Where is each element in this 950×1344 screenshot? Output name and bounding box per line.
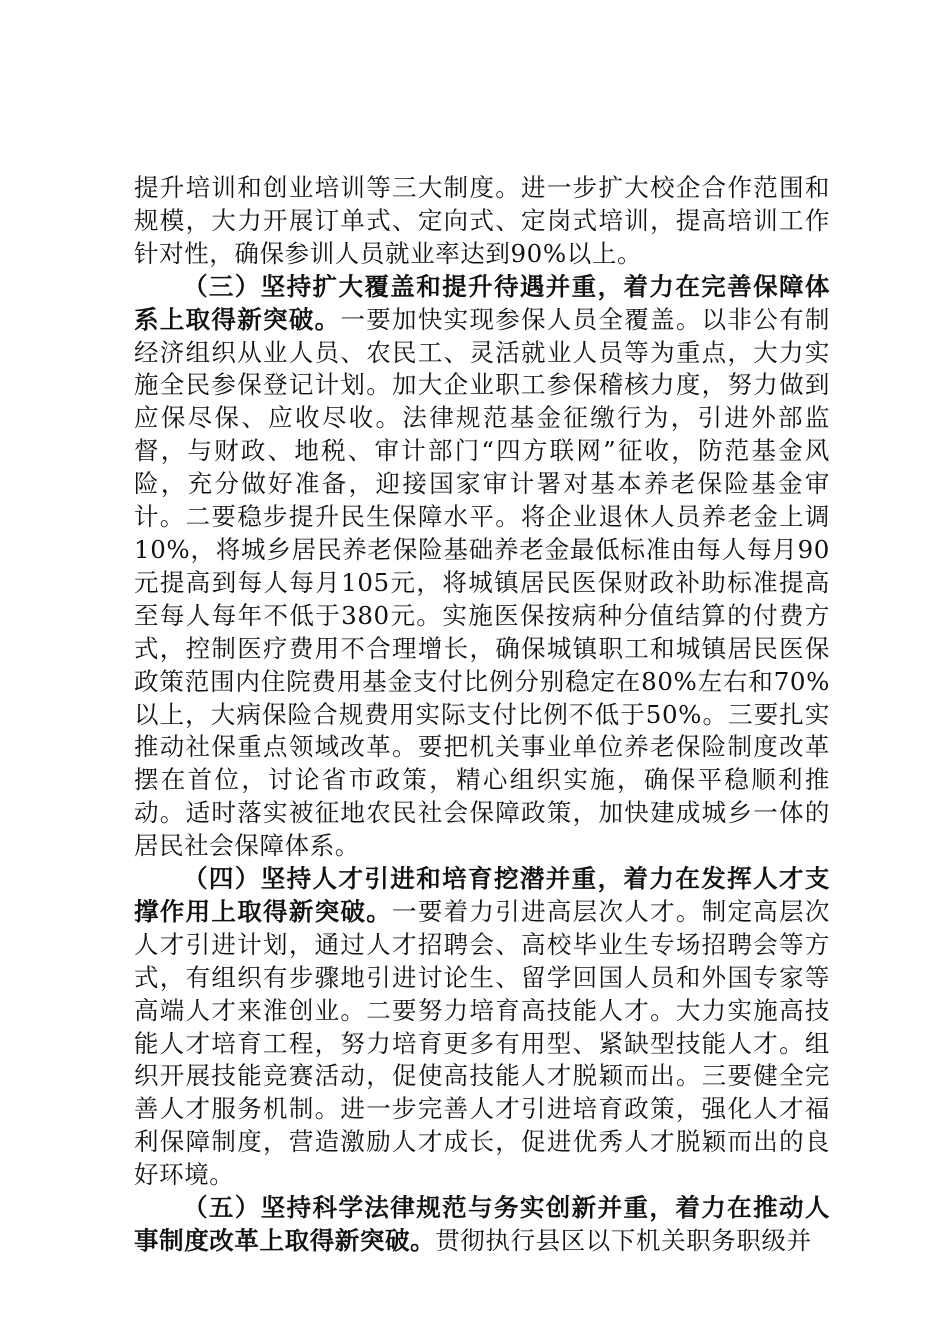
section-heading: （四）坚持人才引进和培育挖潜并重，着力在发挥人才支撑作用上取得新突破。 xyxy=(134,864,830,926)
section-heading: （三）坚持扩大覆盖和提升待遇并重，着力在完善保障体系上取得新突破。 xyxy=(134,271,830,334)
paragraph-section-4 xyxy=(134,863,830,1192)
section-heading: （五）坚持科学法律规范与务实创新并重，着力在推动人事制度改革上取得新突破。 xyxy=(134,1193,830,1255)
document-body xyxy=(134,172,830,1258)
paragraph-text: 提升培训和创业培训等三大制度。进一步扩大校企合作范围和规模，大力开展订单式、定向式、定岗式培训，提高培训工作针对性，确保参训人员就业率达到90%以上。 xyxy=(134,173,830,268)
paragraph-text: 一要着力引进高层次人才。制定高层次人才引进计划，通过人才招聘会、高校毕业生专场招聘会等方式，有组织有步骤地引进讨论生、留学回国人员和外国专家等高端人才来淮创业。二要努力培育高技能人才。大力实施高技能人才培育工程，努力培育更多有用型、紧缺型技能人才。组织开展技能竞赛活动，促使高技能人才脱颖而出。三要健全完善人才服务机制。进一步完善人才引进培育政策，强化人才福利保障制度，营造激励人才成长，促进优秀人才脱颖而出的良好环境。 xyxy=(134,896,831,1190)
paragraph-section-3 xyxy=(134,271,830,863)
paragraph-text: 贯彻执行县区以下机关职务职级并 xyxy=(435,1226,812,1255)
paragraph-text: 一要加快实现参保人员全覆盖。以非公有制经济组织从业人员、农民工、灵活就业人员等为重点，大力实施全民参保登记计划。加大企业职工参保稽核力度，努力做到应保尽保、应收尽收。法律规范基金征缴行为，引进外部监督，与财政、地税、审计部门“四方联网”征收，防范基金风险，充分做好准备，迎接国家审计署对基本养老保险基金审计。二要稳步提升民生保障水平。将企业退休人员养老金上调10%，将城乡居民养老保险基础养老金最低标准由每人每月90元提高到每人每月105元，将城镇居民医保财政补助标准提高至每人每年不低于380元。实施医保按病种分值结算的付费方式，控制医疗费用不合理增长，确保城镇职工和城镇居民医保政策范围内住院费用基金支付比例分别稳定在80%左右和70%以上，大病保险合规费用实际支付比例不低于50%。三要扎实推动社保重点领域改革。要把机关事业单位养老保险制度改革摆在首位，讨论省市政策，精心组织实施，确保平稳顺利推动。适时落实被征地农民社会保障政策，加快建成城乡一体的居民社会保障体系。 xyxy=(134,304,830,861)
paragraph-continued xyxy=(134,172,830,271)
paragraph-section-5 xyxy=(134,1192,830,1258)
